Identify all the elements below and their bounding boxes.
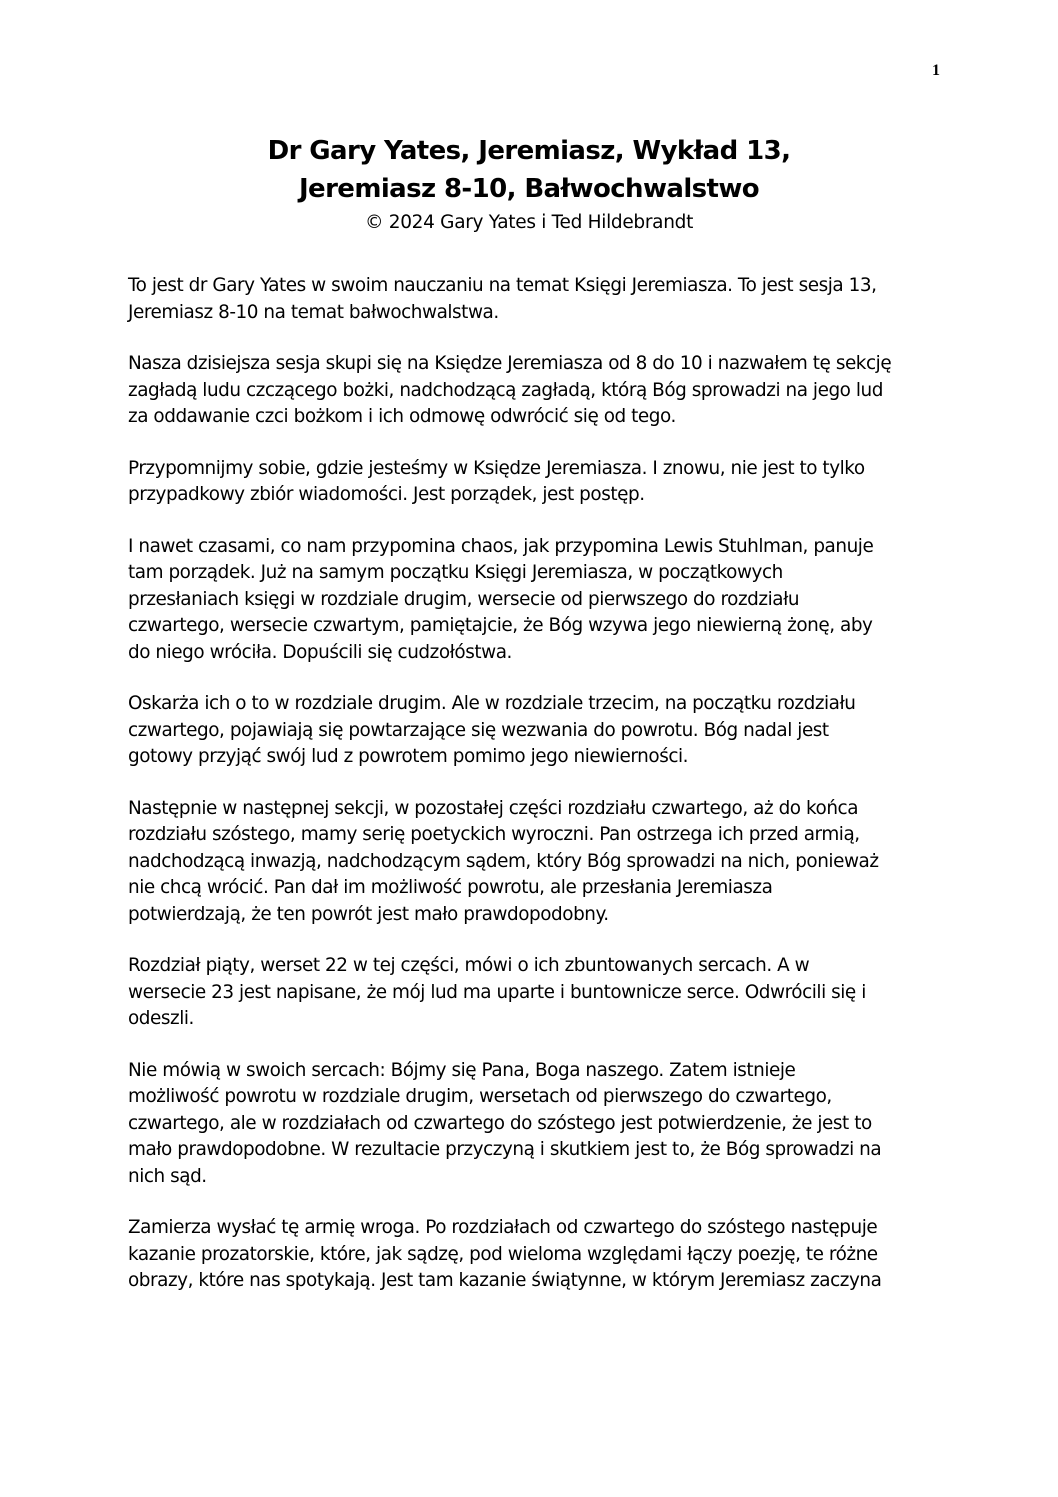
paragraph bbox=[128, 1215, 934, 1295]
text-line: Rozdział piąty, werset 22 w tej części, mówi o ich zbuntowanych sercach. A w bbox=[128, 955, 810, 976]
text-line: zagładą ludu czczącego bożki, nadchodzącą zagładą, którą Bóg sprowadzi na jego lud bbox=[128, 379, 883, 401]
text-line: czwartego, pojawiają się powtarzające się wezwania do powrotu. Bóg nadal jest bbox=[128, 719, 829, 741]
text-line: obrazy, które nas spotykają. Jest tam kazanie świątynne, w którym Jeremiasz zaczyna bbox=[128, 1270, 882, 1291]
document-body bbox=[128, 273, 934, 1320]
text-line: czwartego, wersecie czwartym, pamiętajcie, że Bóg wzywa jego niewierną żonę, aby bbox=[128, 615, 873, 636]
paragraph bbox=[128, 691, 934, 771]
text-line: czwartego, ale w rozdziałach od czwartego do szóstego jest potwierdzenie, że jest to bbox=[128, 1112, 872, 1134]
text-line: gotowy przyjąć swój lud z powrotem pomimo jego niewierności. bbox=[128, 746, 689, 767]
text-line: Nie mówią w swoich sercach: Bójmy się Pana, Boga naszego. Zatem istnieje bbox=[128, 1059, 796, 1081]
paragraph bbox=[128, 273, 934, 326]
title-line-2: Jeremiasz 8-10, Bałwochwalstwo bbox=[298, 174, 760, 204]
text-line: przypadkowy zbiór wiadomości. Jest porządek, jest postęp. bbox=[128, 484, 645, 505]
title-line-1: Dr Gary Yates, Jeremiasz, Wykład 13, bbox=[267, 136, 791, 166]
text-line: przesłaniach księgi w rozdziale drugim, wersecie od pierwszego do rozdziału bbox=[128, 588, 800, 610]
text-line: Zamierza wysłać tę armię wroga. Po rozdziałach od czwartego do szóstego następuje bbox=[128, 1217, 878, 1238]
text-line: możliwość powrotu w rozdziale drugim, wersetach od pierwszego do czwartego, bbox=[128, 1086, 832, 1107]
paragraph bbox=[128, 351, 934, 431]
text-line: Następnie w następnej sekcji, w pozostałej części rozdziału czwartego, aż do końca bbox=[128, 797, 859, 819]
text-line: Jeremiasz 8-10 na temat bałwochwalstwa. bbox=[128, 301, 499, 323]
text-line: To jest dr Gary Yates w swoim nauczaniu na temat Księgi Jeremiasza. To jest sesja 13, bbox=[128, 275, 877, 296]
text-line: Nasza dzisiejsza sesja skupi się na Księdze Jeremiasza od 8 do 10 i nazwałem tę sekcję bbox=[128, 353, 892, 374]
text-line: wersecie 23 jest napisane, że mój lud ma uparte i buntownicze serce. Odwrócili się i bbox=[128, 981, 866, 1003]
text-line: nich sąd. bbox=[128, 1165, 207, 1187]
text-line: Oskarża ich o to w rozdziale drugim. Ale w rozdziale trzecim, na początku rozdziału bbox=[128, 693, 856, 714]
text-line: I nawet czasami, co nam przypomina chaos, jak przypomina Lewis Stuhlman, panuje bbox=[128, 535, 874, 557]
paragraph bbox=[128, 953, 934, 1033]
text-line: Przypomnijmy sobie, gdzie jesteśmy w Księdze Jeremiasza. I znowu, nie jest to tylko bbox=[128, 457, 865, 479]
text-line: do niego wróciła. Dopuścili się cudzołóstwa. bbox=[128, 641, 512, 663]
page-number: 1 bbox=[932, 62, 940, 79]
paragraph bbox=[128, 1058, 934, 1191]
text-line: rozdziału szóstego, mamy serię poetyckich wyroczni. Pan ostrzega ich przed armią, bbox=[128, 824, 860, 845]
text-line: nadchodzącą inwazją, nadchodzącym sądem, który Bóg sprowadzi na nich, ponieważ bbox=[128, 850, 879, 872]
document-header bbox=[0, 132, 1058, 236]
text-line: nie chcą wrócić. Pan dał im możliwość powrotu, ale przesłania Jeremiasza bbox=[128, 877, 773, 898]
text-line: za oddawanie czci bożkom i ich odmowę odwrócić się od tego. bbox=[128, 406, 676, 427]
paragraph bbox=[128, 534, 934, 667]
paragraph bbox=[128, 456, 934, 509]
text-line: mało prawdopodobne. W rezultacie przyczyną i skutkiem jest to, że Bóg sprowadzi na bbox=[128, 1139, 882, 1160]
copyright-line: © 2024 Gary Yates i Ted Hildebrandt bbox=[364, 212, 694, 233]
text-line: potwierdzają, że ten powrót jest mało prawdopodobny. bbox=[128, 903, 609, 925]
text-line: odeszli. bbox=[128, 1008, 194, 1029]
paragraph bbox=[128, 796, 934, 929]
text-line: kazanie prozatorskie, które, jak sądzę, pod wieloma względami łączy poezję, te różne bbox=[128, 1243, 878, 1265]
text-line: tam porządek. Już na samym początku Księgi Jeremiasza, w początkowych bbox=[128, 562, 783, 583]
